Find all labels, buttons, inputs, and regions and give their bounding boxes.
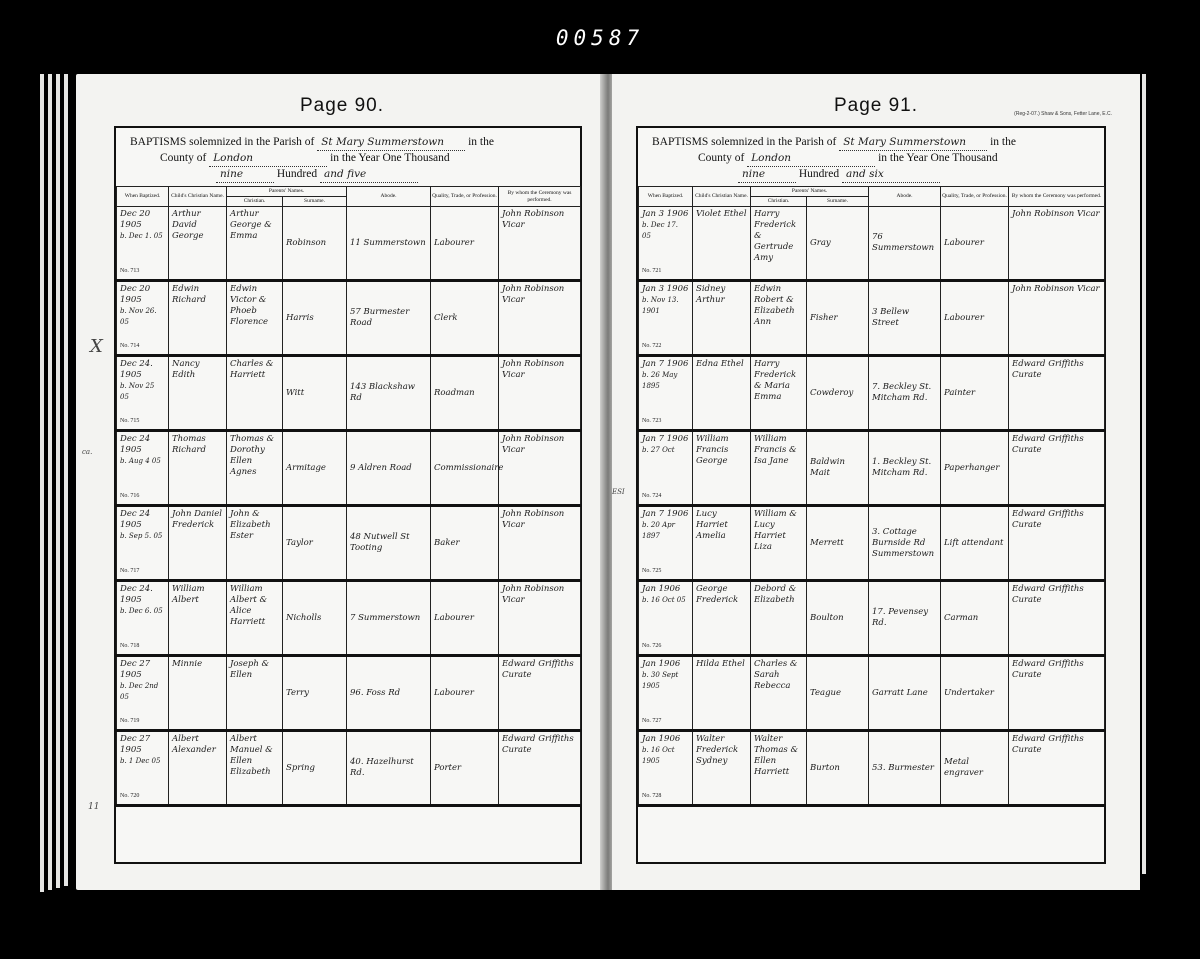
cell-child-name: Lucy Harriet Amelia <box>693 506 751 581</box>
cell-abode: 96. Foss Rd <box>347 656 431 731</box>
register-entry <box>117 207 581 281</box>
cell-surname: Taylor <box>283 506 347 581</box>
baptism-register-table <box>116 186 581 807</box>
cell-child-name: Arthur David George <box>169 207 227 281</box>
birth-date: b. 30 Sept 1905 <box>642 671 679 690</box>
cell-by-whom: Edward Griffiths Curate <box>1009 356 1105 431</box>
register-entry <box>117 581 581 656</box>
birth-date: b. Dec 2nd 05 <box>120 682 159 701</box>
birth-date: b. 20 Apr 1897 <box>642 521 675 540</box>
register-entry <box>117 656 581 731</box>
cell-surname: Cowderoy <box>807 356 869 431</box>
cell-parents-christian: Edwin Robert & Elizabeth Ann <box>751 281 807 356</box>
cell-by-whom: John Robinson Vicar <box>499 356 581 431</box>
cell-parents-christian: Joseph & Ellen <box>227 656 283 731</box>
birth-date: b. Dec 6. 05 <box>120 607 163 615</box>
entry-number: No. 719 <box>120 718 140 724</box>
cell-when <box>117 356 169 431</box>
cell-child-name: Violet Ethel <box>693 207 751 281</box>
cell-quality: Labourer <box>431 656 499 731</box>
baptism-date: Jan 7 1906 <box>642 509 689 519</box>
baptism-date: Jan 1906 <box>642 584 681 594</box>
cell-by-whom: Edward Griffiths Curate <box>1009 656 1105 731</box>
page-edge <box>40 74 44 892</box>
cell-quality: Lift attendant <box>941 506 1009 581</box>
baptism-date: Jan 1906 <box>642 734 681 744</box>
cell-abode: 57 Burmester Road <box>347 281 431 356</box>
col-by-whom: By whom the Ceremony was performed. <box>1009 187 1105 207</box>
baptism-date: Jan 1906 <box>642 659 681 669</box>
baptism-date: Jan 3 1906 <box>642 209 689 219</box>
cell-abode: 7 Summerstown <box>347 581 431 656</box>
cell-abode: 3 Bellew Street <box>869 281 941 356</box>
county-name: London <box>747 150 875 167</box>
col-when: When Baptized. <box>117 187 169 207</box>
cell-quality: Clerk <box>431 281 499 356</box>
cell-when <box>639 656 693 731</box>
cell-child-name: Hilda Ethel <box>693 656 751 731</box>
cell-quality: Commissionaire <box>431 431 499 506</box>
cell-quality: Labourer <box>941 207 1009 281</box>
printer-imprint: (Reg-2-07.) Shaw & Sons, Fetter Lane, E.C. <box>1014 111 1112 117</box>
cell-when <box>117 656 169 731</box>
cell-when <box>117 731 169 806</box>
cell-child-name: Albert Alexander <box>169 731 227 806</box>
col-surname: Surname. <box>283 197 347 207</box>
entry-number: No. 720 <box>120 793 140 799</box>
heading-lead: BAPTISMS solemnized in the Parish of <box>130 136 315 148</box>
cell-surname: Teague <box>807 656 869 731</box>
cell-surname: Spring <box>283 731 347 806</box>
reference-number: 00587 <box>555 26 645 50</box>
entry-number: No. 716 <box>120 493 140 499</box>
heading-in-the: in the <box>468 136 494 148</box>
page-edge <box>64 74 68 886</box>
birth-date: b. 27 Oct <box>642 446 675 454</box>
cell-parents-christian: Edwin Victor & Phoeb Florence <box>227 281 283 356</box>
entry-number: No. 718 <box>120 643 140 649</box>
cell-when <box>639 581 693 656</box>
col-surname: Surname. <box>807 197 869 207</box>
cell-by-whom: John Robinson Vicar <box>499 207 581 281</box>
cell-child-name: William Francis George <box>693 431 751 506</box>
register-entry <box>639 506 1105 581</box>
cell-surname: Gray <box>807 207 869 281</box>
baptism-date: Dec 27 1905 <box>120 734 151 755</box>
baptism-date: Jan 7 1906 <box>642 434 689 444</box>
cell-quality: Paperhanger <box>941 431 1009 506</box>
register-page-right <box>612 74 1140 890</box>
margin-mark: ESI <box>612 488 625 496</box>
page-label: Page 90. <box>299 95 385 116</box>
year-words: nine <box>216 166 274 183</box>
register-frame <box>636 126 1106 864</box>
birth-date: b. 1 Dec 05 <box>120 757 161 765</box>
col-parents: Parents' Names. <box>751 187 869 197</box>
col-quality: Quality, Trade, or Profession. <box>431 187 499 207</box>
cell-when <box>639 431 693 506</box>
cell-abode: 3. Cottage Burnside Rd Summerstown <box>869 506 941 581</box>
cell-abode: 17. Pevensey Rd. <box>869 581 941 656</box>
hundred-label: Hundred <box>276 168 318 180</box>
cell-parents-christian: William Albert & Alice Harriett <box>227 581 283 656</box>
cell-surname: Witt <box>283 356 347 431</box>
cell-parents-christian: Harry Frederick & Gertrude Amy <box>751 207 807 281</box>
entry-number: No. 728 <box>642 793 662 799</box>
cell-by-whom: Edward Griffiths Curate <box>1009 731 1105 806</box>
cell-surname: Harris <box>283 281 347 356</box>
baptism-date: Dec 24. 1905 <box>120 359 153 380</box>
cell-when <box>639 281 693 356</box>
cell-child-name: Sidney Arthur <box>693 281 751 356</box>
page-edge <box>1142 74 1146 874</box>
cell-parents-christian: Walter Thomas & Ellen Harriett <box>751 731 807 806</box>
cell-abode: 143 Blackshaw Rd <box>347 356 431 431</box>
birth-date: b. 16 Oct 1905 <box>642 746 675 765</box>
cell-surname: Fisher <box>807 281 869 356</box>
cell-abode: 9 Aldren Road <box>347 431 431 506</box>
page-label: Page 91. <box>833 95 919 116</box>
col-by-whom: By whom the Ceremony was performed. <box>499 187 581 207</box>
margin-mark: X <box>90 336 103 357</box>
birth-date: b. 26 May 1895 <box>642 371 678 390</box>
cell-when <box>639 356 693 431</box>
margin-mark: 11 <box>88 802 100 812</box>
register-entry <box>639 581 1105 656</box>
entry-number: No. 721 <box>642 268 662 274</box>
heading-lead: BAPTISMS solemnized in the Parish of <box>652 136 837 148</box>
register-entry <box>639 281 1105 356</box>
cell-by-whom: John Robinson Vicar <box>499 506 581 581</box>
col-christian: Christian. <box>227 197 283 207</box>
parish-name: St Mary Summerstown <box>317 134 465 151</box>
cell-child-name: George Frederick <box>693 581 751 656</box>
cell-child-name: Nancy Edith <box>169 356 227 431</box>
cell-parents-christian: Charles & Harriett <box>227 356 283 431</box>
cell-abode: 76 Summerstown <box>869 207 941 281</box>
cell-surname: Merrett <box>807 506 869 581</box>
register-heading <box>638 132 1104 188</box>
register-entry <box>117 506 581 581</box>
cell-abode: 11 Summerstown <box>347 207 431 281</box>
cell-abode: Garratt Lane <box>869 656 941 731</box>
baptism-date: Jan 3 1906 <box>642 284 689 294</box>
col-quality: Quality, Trade, or Profession. <box>941 187 1009 207</box>
cell-quality: Metal engraver <box>941 731 1009 806</box>
register-frame <box>114 126 582 864</box>
cell-surname: Armitage <box>283 431 347 506</box>
baptism-date: Dec 20 1905 <box>120 284 151 305</box>
cell-by-whom: Edward Griffiths Curate <box>499 656 581 731</box>
cell-quality: Labourer <box>431 207 499 281</box>
cell-child-name: Minnie <box>169 656 227 731</box>
cell-abode: 48 Nutwell St Tooting <box>347 506 431 581</box>
cell-abode: 1. Beckley St. Mitcham Rd. <box>869 431 941 506</box>
baptism-date: Dec 20 1905 <box>120 209 151 230</box>
cell-quality: Carman <box>941 581 1009 656</box>
cell-parents-christian: William Francis & Isa Jane <box>751 431 807 506</box>
cell-quality: Roadman <box>431 356 499 431</box>
cell-quality: Painter <box>941 356 1009 431</box>
entry-number: No. 726 <box>642 643 662 649</box>
register-entry <box>117 281 581 356</box>
col-child: Child's Christian Name. <box>693 187 751 207</box>
col-when: When Baptized. <box>639 187 693 207</box>
county-label: County of <box>698 152 745 164</box>
cell-child-name: John Daniel Frederick <box>169 506 227 581</box>
entry-number: No. 724 <box>642 493 662 499</box>
register-entry <box>639 207 1105 281</box>
col-abode: Abode. <box>869 187 941 207</box>
cell-parents-christian: Arthur George & Emma <box>227 207 283 281</box>
cell-quality: Undertaker <box>941 656 1009 731</box>
entry-number: No. 715 <box>120 418 140 424</box>
birth-date: b. Aug 4 05 <box>120 457 161 465</box>
baptism-date: Dec 27 1905 <box>120 659 151 680</box>
cell-when <box>117 581 169 656</box>
cell-by-whom: John Robinson Vicar <box>499 431 581 506</box>
cell-surname: Burton <box>807 731 869 806</box>
cell-when <box>117 207 169 281</box>
baptism-date: Dec 24 1905 <box>120 434 151 455</box>
entry-number: No. 717 <box>120 568 140 574</box>
cell-by-whom: John Robinson Vicar <box>499 281 581 356</box>
cell-child-name: Edwin Richard <box>169 281 227 356</box>
baptism-date: Dec 24. 1905 <box>120 584 153 605</box>
cell-when <box>639 207 693 281</box>
cell-surname: Nicholls <box>283 581 347 656</box>
cell-by-whom: Edward Griffiths Curate <box>1009 581 1105 656</box>
year-label: in the Year One Thousand <box>878 152 998 164</box>
margin-mark: ca. <box>82 448 93 456</box>
cell-surname: Baldwin Mait <box>807 431 869 506</box>
cell-by-whom: Edward Griffiths Curate <box>499 731 581 806</box>
birth-date: b. Dec 17. 05 <box>642 221 678 240</box>
cell-parents-christian: Charles & Sarah Rebecca <box>751 656 807 731</box>
baptism-date: Dec 24 1905 <box>120 509 151 530</box>
birth-date: b. 16 Oct 05 <box>642 596 686 604</box>
cell-abode: 40. Hazelhurst Rd. <box>347 731 431 806</box>
cell-parents-christian: John & Elizabeth Ester <box>227 506 283 581</box>
cell-parents-christian: Thomas & Dorothy Ellen Agnes <box>227 431 283 506</box>
birth-date: b. Nov 25 05 <box>120 382 155 401</box>
cell-child-name: William Albert <box>169 581 227 656</box>
register-entry <box>117 731 581 806</box>
baptism-register-table <box>638 186 1105 807</box>
col-child: Child's Christian Name. <box>169 187 227 207</box>
col-christian: Christian. <box>751 197 807 207</box>
cell-child-name: Thomas Richard <box>169 431 227 506</box>
col-abode: Abode. <box>347 187 431 207</box>
cell-by-whom: John Robinson Vicar <box>1009 207 1105 281</box>
register-entry <box>639 356 1105 431</box>
cell-parents-christian: William & Lucy Harriet Liza <box>751 506 807 581</box>
year-label: in the Year One Thousand <box>330 152 450 164</box>
birth-date: b. Sep 5. 05 <box>120 532 163 540</box>
cell-surname: Boulton <box>807 581 869 656</box>
cell-parents-christian: Albert Manuel & Ellen Elizabeth <box>227 731 283 806</box>
cell-when <box>639 731 693 806</box>
cell-quality: Baker <box>431 506 499 581</box>
county-name: London <box>209 150 327 167</box>
cell-by-whom: John Robinson Vicar <box>1009 281 1105 356</box>
year-words: nine <box>738 166 796 183</box>
cell-abode: 7. Beckley St. Mitcham Rd. <box>869 356 941 431</box>
year-words: and six <box>842 166 940 183</box>
cell-by-whom: Edward Griffiths Curate <box>1009 506 1105 581</box>
entry-number: No. 722 <box>642 343 662 349</box>
entry-number: No. 725 <box>642 568 662 574</box>
cell-by-whom: Edward Griffiths Curate <box>1009 431 1105 506</box>
cell-when <box>117 431 169 506</box>
register-entry <box>639 656 1105 731</box>
year-words: and five <box>320 166 418 183</box>
cell-parents-christian: Debord & Elizabeth <box>751 581 807 656</box>
cell-surname: Terry <box>283 656 347 731</box>
cell-child-name: Edna Ethel <box>693 356 751 431</box>
county-label: County of <box>160 152 207 164</box>
parish-name: St Mary Summerstown <box>839 134 987 151</box>
cell-quality: Labourer <box>431 581 499 656</box>
page-edge <box>48 74 52 890</box>
cell-when <box>117 506 169 581</box>
entry-number: No. 723 <box>642 418 662 424</box>
entry-number: No. 713 <box>120 268 140 274</box>
birth-date: b. Dec 1. 05 <box>120 232 163 240</box>
page-edge <box>56 74 60 888</box>
cell-surname: Robinson <box>283 207 347 281</box>
cell-by-whom: John Robinson Vicar <box>499 581 581 656</box>
baptism-date: Jan 7 1906 <box>642 359 689 369</box>
birth-date: b. Nov 26. 05 <box>120 307 157 326</box>
register-entry <box>639 731 1105 806</box>
register-entry <box>639 431 1105 506</box>
entry-number: No. 714 <box>120 343 140 349</box>
register-page-left <box>76 74 608 890</box>
cell-when <box>639 506 693 581</box>
cell-parents-christian: Harry Frederick & Maria Emma <box>751 356 807 431</box>
cell-quality: Labourer <box>941 281 1009 356</box>
cell-child-name: Walter Frederick Sydney <box>693 731 751 806</box>
heading-in-the: in the <box>990 136 1016 148</box>
col-parents: Parents' Names. <box>227 187 347 197</box>
register-heading <box>116 132 580 188</box>
register-entry <box>117 431 581 506</box>
register-entry <box>117 356 581 431</box>
cell-abode: 53. Burmester <box>869 731 941 806</box>
hundred-label: Hundred <box>798 168 840 180</box>
cell-quality: Porter <box>431 731 499 806</box>
entry-number: No. 727 <box>642 718 662 724</box>
birth-date: b. Nov 13. 1901 <box>642 296 679 315</box>
cell-when <box>117 281 169 356</box>
